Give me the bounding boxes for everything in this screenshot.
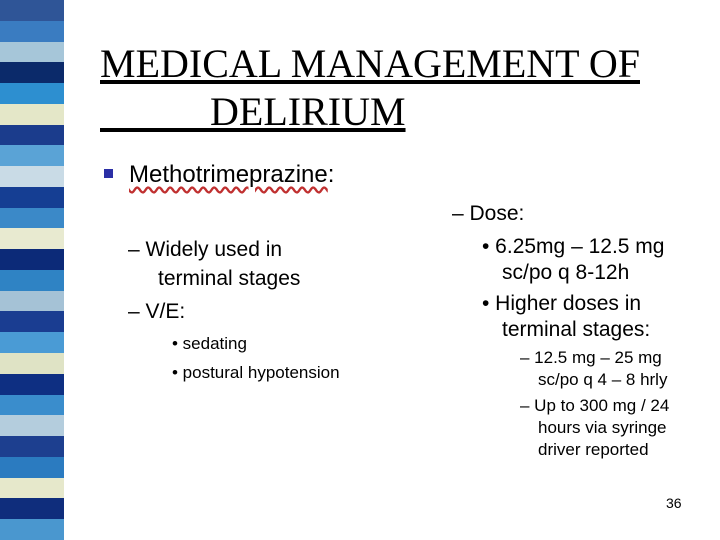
drug-name: Methotrimeprazine: [129, 161, 328, 188]
stripe-cell: [0, 478, 64, 499]
stripe-cell: [0, 311, 64, 332]
decorative-stripe-bar: [0, 0, 64, 540]
stripe-cell: [0, 125, 64, 146]
stripe-cell: [0, 395, 64, 416]
left-sub-2: • postural hypotension: [172, 363, 340, 382]
dose-bullet-2-line-1: • Higher doses in: [482, 292, 642, 315]
stripe-cell: [0, 332, 64, 353]
left-item-1-line-2: terminal stages: [158, 267, 301, 290]
left-item-1-line-1: – Widely used in: [128, 238, 283, 261]
stripe-cell: [0, 436, 64, 457]
dose-sub-2-line-2: hours via syringe: [538, 418, 667, 437]
main-bullet: [104, 160, 334, 190]
dose-sub-1-line-1: – 12.5 mg – 25 mg: [520, 348, 662, 367]
stripe-cell: [0, 498, 64, 519]
stripe-cell: [0, 208, 64, 229]
stripe-cell: [0, 21, 64, 42]
stripe-cell: [0, 104, 64, 125]
dose-bullet-1-line-1: • 6.25mg – 12.5 mg: [482, 235, 665, 258]
page-number: 36: [666, 495, 682, 511]
dose-bullet-1-line-2: sc/po q 8-12h: [502, 261, 630, 284]
left-sub-1: • sedating: [172, 334, 247, 353]
title-line-1: MEDICAL MANAGEMENT OF: [100, 41, 640, 86]
stripe-cell: [0, 374, 64, 395]
stripe-cell: [0, 228, 64, 249]
dose-sub-2-line-1: – Up to 300 mg / 24: [520, 396, 670, 415]
stripe-cell: [0, 145, 64, 166]
stripe-cell: [0, 42, 64, 63]
dose-sub-2-line-3: driver reported: [538, 440, 649, 459]
square-bullet-icon: [104, 169, 113, 178]
stripe-cell: [0, 415, 64, 436]
left-item-2: – V/E:: [128, 300, 186, 323]
stripe-cell: [0, 0, 64, 21]
dose-bullet-2-line-2: terminal stages:: [502, 318, 651, 341]
stripe-cell: [0, 457, 64, 478]
stripe-cell: [0, 83, 64, 104]
stripe-cell: [0, 519, 64, 540]
drug-colon: :: [327, 161, 335, 188]
stripe-cell: [0, 353, 64, 374]
stripe-cell: [0, 62, 64, 83]
slide-title: [100, 40, 690, 136]
title-line-2: DELIRIUM: [100, 89, 406, 134]
dose-sub-1-line-2: sc/po q 4 – 8 hrly: [538, 370, 668, 389]
stripe-cell: [0, 249, 64, 270]
stripe-cell: [0, 166, 64, 187]
stripe-cell: [0, 291, 64, 312]
stripe-cell: [0, 187, 64, 208]
stripe-cell: [0, 270, 64, 291]
dose-heading: – Dose:: [452, 202, 525, 225]
